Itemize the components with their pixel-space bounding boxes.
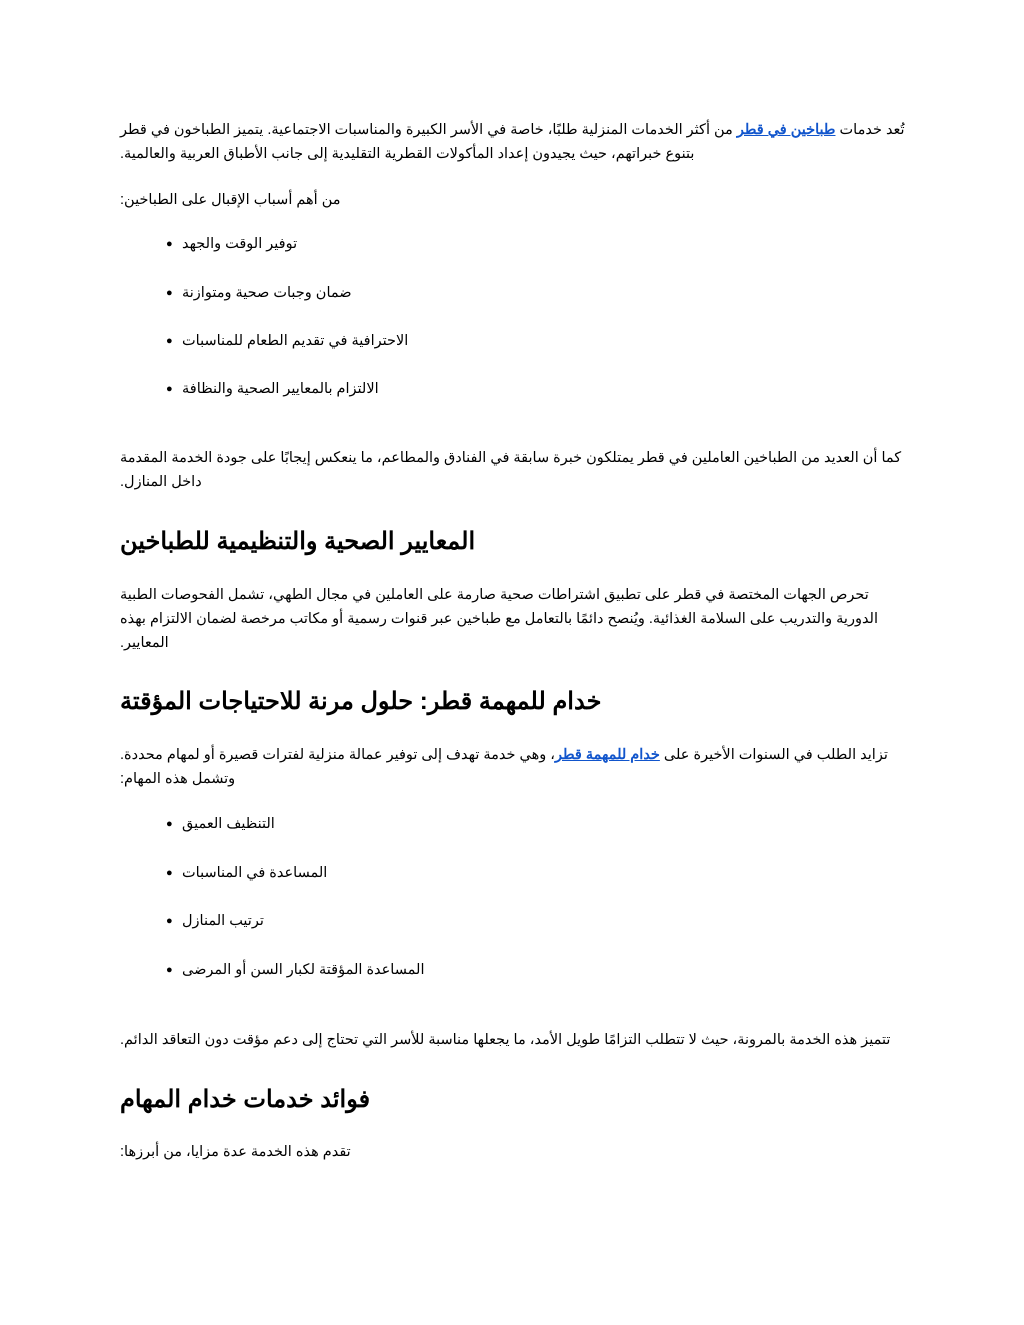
benefits-intro: تقدم هذه الخدمة عدة مزايا، من أبرزها: bbox=[120, 1144, 351, 1160]
list-item-text: التنظيف العميق bbox=[182, 816, 275, 832]
heading-standards: المعايير الصحية والتنظيمية للطباخين bbox=[120, 528, 476, 555]
text: تُعد خدمات bbox=[835, 122, 905, 138]
text: من أكثر الخدمات المنزلية طلبًا، خاصة في الأسر الكبيرة والمناسبات الاجتماعية. يتميز الطباخون في قطر بتنوع خبراتهم، حيث يجيدون إعداد المأكولات القطرية التقليدية إلى جانب الأطباق العربية والعالمية. bbox=[120, 122, 737, 162]
list-item bbox=[166, 232, 297, 256]
bullet-icon: ● bbox=[166, 818, 173, 830]
heading-task-workers: خدام للمهمة قطر: حلول مرنة للاحتياجات المؤقتة bbox=[120, 688, 602, 715]
task-paragraph bbox=[120, 743, 906, 791]
list-item-text: ضمان وجبات صحية ومتوازنة bbox=[182, 285, 352, 301]
intro-paragraph bbox=[120, 118, 906, 166]
cooks-qatar-link[interactable]: طباخين في قطر bbox=[736, 122, 836, 138]
standards-paragraph: تحرص الجهات المختصة في قطر على تطبيق اشتراطات صحية صارمة على العاملين في مجال الطهي، تشمل الفحوصات الطبية الدورية والتدريب على السلامة الغذائية. ويُنصح دائمًا بالتعامل مع طباخين عبر قنوات رسمية أو مكاتب مرخصة لضمان الالتزام بهذه المعايير. bbox=[120, 587, 879, 651]
bullet-icon: ● bbox=[166, 867, 173, 879]
list-item bbox=[166, 861, 327, 885]
bullet-icon: ● bbox=[166, 287, 173, 299]
list-item-text: ترتيب المنازل bbox=[182, 913, 264, 929]
bullet-icon: ● bbox=[166, 335, 173, 347]
list-item bbox=[166, 958, 425, 982]
experience-paragraph: كما أن العديد من الطباخين العاملين في قطر يمتلكون خبرة سابقة في الفنادق والمطاعم، ما ينعكس إيجابًا على جودة الخدمة المقدمة داخل المنازل. bbox=[120, 450, 902, 490]
list-item bbox=[166, 909, 264, 933]
reasons-intro: من أهم أسباب الإقبال على الطباخين: bbox=[120, 192, 341, 208]
bullet-icon: ● bbox=[166, 915, 173, 927]
list-item bbox=[166, 377, 379, 401]
list-item-text: الالتزام بالمعايير الصحية والنظافة bbox=[182, 381, 379, 397]
list-item-text: المساعدة المؤقتة لكبار السن أو المرضى bbox=[182, 962, 425, 978]
heading-benefits: فوائد خدمات خدام المهام bbox=[120, 1086, 371, 1113]
list-item-text: الاحترافية في تقديم الطعام للمناسبات bbox=[182, 333, 409, 349]
bullet-icon: ● bbox=[166, 238, 173, 250]
list-item-text: توفير الوقت والجهد bbox=[182, 236, 298, 252]
text: تزايد الطلب في السنوات الأخيرة على bbox=[659, 747, 888, 763]
text: ، وهي خدمة تهدف إلى توفير عمالة منزلية لفترات قصيرة أو لمهام محددة. وتشمل هذه المهام: bbox=[120, 747, 555, 787]
list-item bbox=[166, 329, 408, 353]
flexibility-paragraph: تتميز هذه الخدمة بالمرونة، حيث لا تتطلب التزامًا طويل الأمد، ما يجعلها مناسبة للأسر التي تحتاج إلى دعم مؤقت دون التعاقد الدائم. bbox=[120, 1032, 891, 1048]
bullet-icon: ● bbox=[166, 964, 173, 976]
list-item bbox=[166, 812, 275, 836]
list-item-text: المساعدة في المناسبات bbox=[182, 865, 328, 881]
list-item bbox=[166, 281, 352, 305]
task-workers-link[interactable]: خدام للمهمة قطر bbox=[554, 747, 660, 763]
bullet-icon: ● bbox=[166, 383, 173, 395]
